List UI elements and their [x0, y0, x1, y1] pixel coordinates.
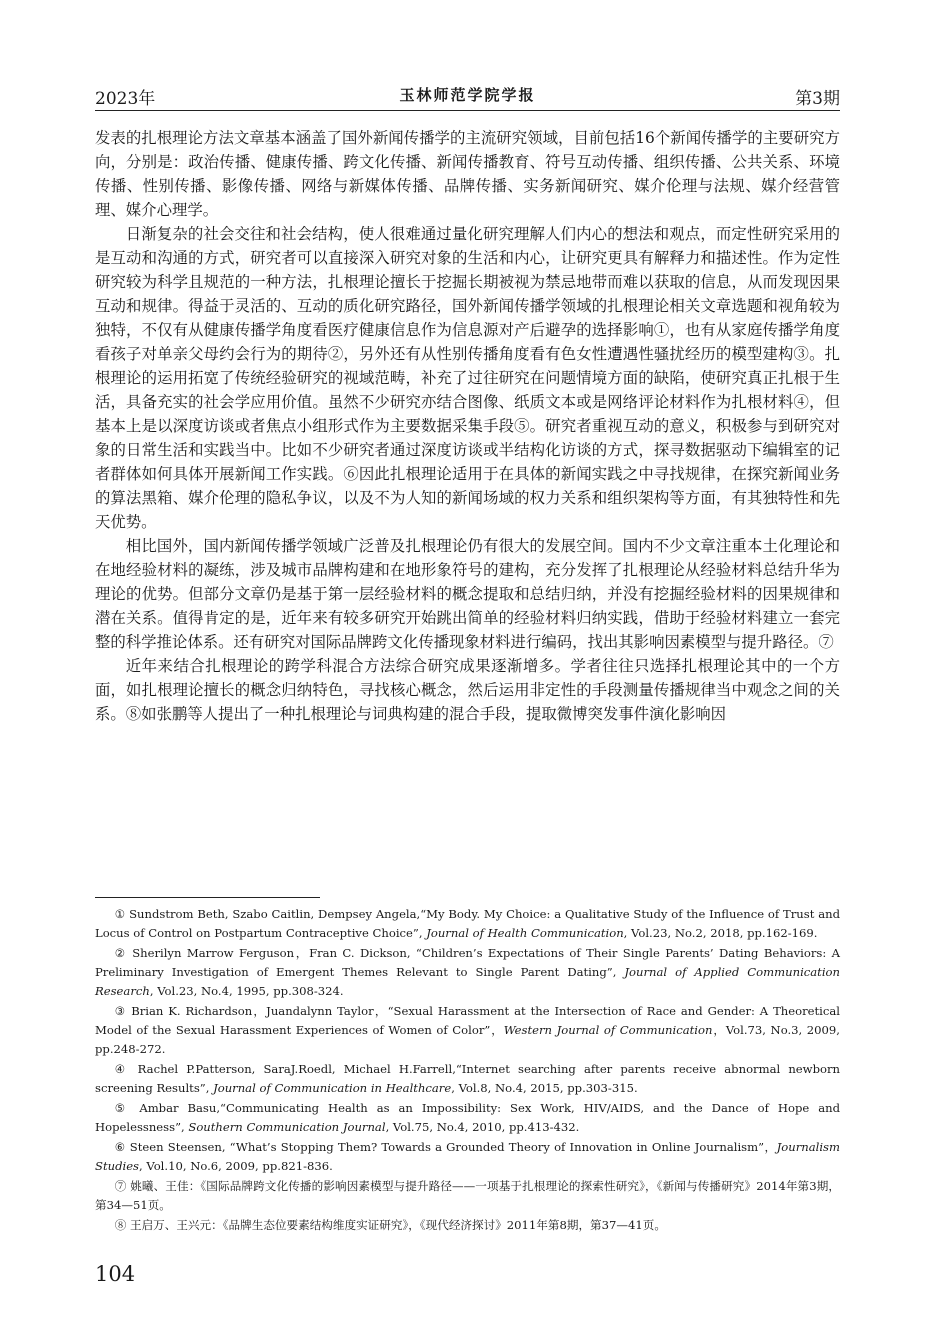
paragraph-1: 发表的扎根理论方法文章基本涵盖了国外新闻传播学的主流研究领域，目前包括16个新闻传播学的主要研究方向，分别是：政治传播、健康传播、跨文化传播、新闻传播教育、符号互动传播、组织传播、公共关系、环境传播、性别传播、影像传播、网络与新媒体传播、品牌传播、实务新闻研究、媒介伦理与法规、媒介经营管理、媒介心理学。	[95, 129, 840, 219]
footnote-8: ⑧ 王启万、王兴元：《品牌生态位要素结构维度实证研究》，《现代经济探讨》2011年第8期，第37—41页。	[114, 1218, 666, 1232]
page-number: 104	[95, 1262, 136, 1286]
footnote-7: ⑦ 姚曦、王佳：《国际品牌跨文化传播的影响因素模型与提升路径——一项基于扎根理论的探索性研究》，《新闻与传播研究》2014年第3期，第34—51页。	[95, 1179, 840, 1212]
header-year: 2023年	[95, 89, 156, 109]
header-journal-title: 玉林师范学院学报	[399, 86, 536, 104]
header-rule	[95, 110, 840, 111]
footnote-1: ① Sundstrom Beth, Szabo Caitlin, Dempsey Angela,“My Body. My Choice: a Qualitative Study of the Influence of Trust and Locus of Control on Postpartum Contraceptive Choice”, Journal of Health Communication, Vol.23, No.2, 2018, pp.162-169.	[95, 907, 840, 940]
footnote-rule	[95, 897, 320, 898]
paragraph-4: 近年来结合扎根理论的跨学科混合方法综合研究成果逐渐增多。学者往往只选择扎根理论其中的一个方面，如扎根理论擅长的概念归纳特色，寻找核心概念，然后运用非定性的手段测量传播规律当中观念之间的关系。⑧如张鹏等人提出了一种扎根理论与词典构建的混合手段，提取微博突发事件演化影响因	[95, 657, 840, 723]
paragraph-3: 相比国外，国内新闻传播学领域广泛普及扎根理论仍有很大的发展空间。国内不少文章注重本土化理论和在地经验材料的凝练，涉及城市品牌构建和在地形象符号的建构，充分发挥了扎根理论从经验材料总结升华为理论的优势。但部分文章仍是基于第一层经验材料的概念提取和总结归纳，并没有挖掘经验材料的因果规律和潜在关系。值得肯定的是，近年来有较多研究开始跳出简单的经验材料归纳实践，借助于经验材料建立一套完整的科学推论体系。还有研究对国际品牌跨文化传播现象材料进行编码，找出其影响因素模型与提升路径。⑦	[95, 537, 840, 651]
footnote-6: ⑥ Steen Steensen, “What’s Stopping Them? Towards a Grounded Theory of Innovation in Online Journalism”，Journalism Studies, Vol.10, No.6, 2009, pp.821-836.	[95, 1140, 840, 1173]
header-issue: 第3期	[795, 89, 840, 109]
paragraph-2: 日渐复杂的社会交往和社会结构，使人很难通过量化研究理解人们内心的想法和观点，而定性研究采用的是互动和沟通的方式，研究者可以直接深入研究对象的生活和内心，让研究更具有解释力和描述性。作为定性研究较为科学且规范的一种方法，扎根理论擅长于挖掘长期被视为禁忌地带而难以获取的信息，从而发现因果互动和规律。得益于灵活的、互动的质化研究路径，国外新闻传播学领域的扎根理论相关文章选题和视角较为独特，不仅有从健康传播学角度看医疗健康信息作为信息源对产后避孕的选择影响①，也有从家庭传播学角度看孩子对单亲父母约会行为的期待②，另外还有从性别传播角度看有色女性遭遇性骚扰经历的模型建构③。扎根理论的运用拓宽了传统经验研究的视域范畴，补充了过往研究在问题情境方面的缺陷，使研究真正扎根于生活，具备充实的社会学应用价值。虽然不少研究亦结合图像、纸质文本或是网络评论材料作为扎根材料④，但基本上是以深度访谈或者焦点小组形式作为主要数据采集手段⑤。研究者重视互动的意义，积极参与到研究对象的日常生活和实践当中。比如不少研究者通过深度访谈或半结构化访谈的方式，探寻数据驱动下编辑室的记者群体如何具体开展新闻工作实践。⑥因此扎根理论适用于在具体的新闻实践之中寻找规律，在探究新闻业务的算法黑箱、媒介伦理的隐私争议，以及不为人知的新闻场域的权力关系和组织架构等方面，有其独特性和先天优势。	[95, 225, 840, 531]
body-text	[95, 126, 840, 726]
running-header	[95, 84, 840, 110]
footnote-4: ④ Rachel P.Patterson, SaraJ.Roedl, Michael H.Farrell,“Internet searching after parents receive abnormal newborn screening Results”, Journal of Communication in Healthcare, Vol.8, No.4, 2015, pp.303-315.	[95, 1062, 840, 1095]
footnote-3: ③ Brian K. Richardson，Juandalynn Taylor，“Sexual Harassment at the Intersection of Race and Gender: A Theoretical Model of the Sexual Harassment Experiences of Women of Color”，Western Journal of Communication，Vol.73, No.3, 2009, pp.248-272.	[95, 1004, 840, 1056]
footnotes	[95, 905, 840, 1236]
footnote-5: ⑤ Ambar Basu,“Communicating Health as an Impossibility: Sex Work, HIV/AIDS, and the Dance of Hope and Hopelessness”, Southern Communication Journal, Vol.75, No.4, 2010, pp.413-432.	[95, 1101, 840, 1134]
footnote-2: ② Sherilyn Marrow Ferguson，Fran C. Dickson, “Children’s Expectations of Their Single Parents’ Dating Behaviors: A Preliminary Investigation of Emergent Themes Relevant to Single Parent Dating”, Journal of Applied Communication Research, Vol.23, No.4, 1995, pp.308-324.	[95, 946, 840, 998]
